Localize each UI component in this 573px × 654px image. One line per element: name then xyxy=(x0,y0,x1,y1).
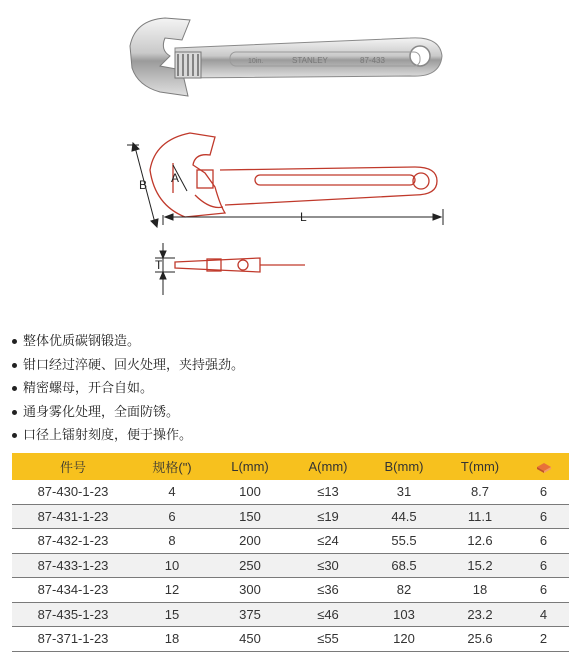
bullet-icon xyxy=(12,386,17,391)
header-b: B(mm) xyxy=(366,453,442,480)
feature-item xyxy=(12,401,244,425)
cell-size: 4 xyxy=(134,480,210,504)
cell-pack-qty: 6 xyxy=(518,480,569,504)
feature-item xyxy=(12,424,244,448)
bullet-icon xyxy=(12,363,17,368)
cell-length: 375 xyxy=(210,602,290,627)
feature-text: 口径上镭射刻度，便于操作。 xyxy=(23,428,193,443)
bullet-icon xyxy=(12,433,17,438)
table-row xyxy=(12,602,569,627)
cell-part-no: 87-430-1-23 xyxy=(12,480,134,504)
cell-thickness: 15.2 xyxy=(442,553,518,578)
cell-jaw-opening: ≤13 xyxy=(290,480,366,504)
header-size: 规格(") xyxy=(134,453,210,480)
package-icon xyxy=(536,462,552,474)
bullet-icon xyxy=(12,410,17,415)
bullet-icon xyxy=(12,339,17,344)
cell-part-no: 87-432-1-23 xyxy=(12,529,134,554)
cell-size: 8 xyxy=(134,529,210,554)
cell-thickness: 12.6 xyxy=(442,529,518,554)
cell-head-width: 31 xyxy=(366,480,442,504)
cell-thickness: 8.7 xyxy=(442,480,518,504)
cell-size: 12 xyxy=(134,578,210,603)
cell-jaw-opening: ≤30 xyxy=(290,553,366,578)
header-part-no: 件号 xyxy=(12,453,134,480)
photo-engraving-size: 10in. xyxy=(248,58,264,65)
photo-engraving-code: 87-433 xyxy=(360,56,385,65)
cell-head-width: 68.5 xyxy=(366,553,442,578)
cell-size: 6 xyxy=(134,504,210,529)
header-a: A(mm) xyxy=(290,453,366,480)
cell-thickness: 25.6 xyxy=(442,627,518,652)
cell-pack-qty: 6 xyxy=(518,553,569,578)
cell-jaw-opening: ≤24 xyxy=(290,529,366,554)
feature-text: 钳口经过淬硬、回火处理，夹持强劲。 xyxy=(23,357,245,373)
cell-thickness: 23.2 xyxy=(442,602,518,627)
dim-label-t: T xyxy=(155,258,163,272)
table-row xyxy=(12,553,569,578)
feature-item xyxy=(12,377,244,401)
table-header-row xyxy=(12,453,569,480)
table-row xyxy=(12,578,569,603)
cell-length: 300 xyxy=(210,578,290,603)
cell-pack-qty: 6 xyxy=(518,529,569,554)
cell-jaw-opening: ≤36 xyxy=(290,578,366,603)
feature-item xyxy=(12,330,244,354)
feature-list xyxy=(12,330,244,448)
cell-pack-qty: 6 xyxy=(518,578,569,603)
dim-label-l: L xyxy=(300,210,307,224)
cell-part-no: 87-371-1-23 xyxy=(12,627,134,652)
cell-pack-qty: 4 xyxy=(518,602,569,627)
cell-head-width: 82 xyxy=(366,578,442,603)
cell-part-no: 87-433-1-23 xyxy=(12,553,134,578)
cell-head-width: 120 xyxy=(366,627,442,652)
cell-length: 250 xyxy=(210,553,290,578)
cell-pack-qty: 2 xyxy=(518,627,569,652)
photo-engraving-brand: STANLEY xyxy=(292,56,328,65)
table-row xyxy=(12,627,569,652)
cell-pack-qty: 6 xyxy=(518,504,569,529)
table-row xyxy=(12,480,569,504)
feature-text: 通身雾化处理，全面防锈。 xyxy=(23,404,180,420)
feature-text: 精密螺母，开合自如。 xyxy=(23,381,154,396)
cell-jaw-opening: ≤46 xyxy=(290,602,366,627)
header-pack xyxy=(518,453,569,480)
cell-head-width: 44.5 xyxy=(366,504,442,529)
wrench-dimension-drawing xyxy=(125,125,455,300)
cell-length: 450 xyxy=(210,627,290,652)
cell-size: 10 xyxy=(134,553,210,578)
cell-thickness: 18 xyxy=(442,578,518,603)
wrench-photo xyxy=(120,8,450,108)
cell-head-width: 103 xyxy=(366,602,442,627)
cell-part-no: 87-435-1-23 xyxy=(12,602,134,627)
dim-label-a: A xyxy=(171,171,180,185)
cell-part-no: 87-434-1-23 xyxy=(12,578,134,603)
cell-jaw-opening: ≤19 xyxy=(290,504,366,529)
cell-length: 100 xyxy=(210,480,290,504)
table-row xyxy=(12,504,569,529)
cell-size: 15 xyxy=(134,602,210,627)
table-row xyxy=(12,529,569,554)
cell-head-width: 55.5 xyxy=(366,529,442,554)
cell-size: 18 xyxy=(134,627,210,652)
header-t: T(mm) xyxy=(442,453,518,480)
cell-thickness: 11.1 xyxy=(442,504,518,529)
dim-label-b: B xyxy=(139,178,148,192)
feature-text: 整体优质碳钢锻造。 xyxy=(23,334,141,349)
cell-length: 200 xyxy=(210,529,290,554)
cell-jaw-opening: ≤55 xyxy=(290,627,366,652)
cell-length: 150 xyxy=(210,504,290,529)
feature-item xyxy=(12,354,244,378)
cell-part-no: 87-431-1-23 xyxy=(12,504,134,529)
header-length: L(mm) xyxy=(210,453,290,480)
spec-table xyxy=(12,453,569,652)
